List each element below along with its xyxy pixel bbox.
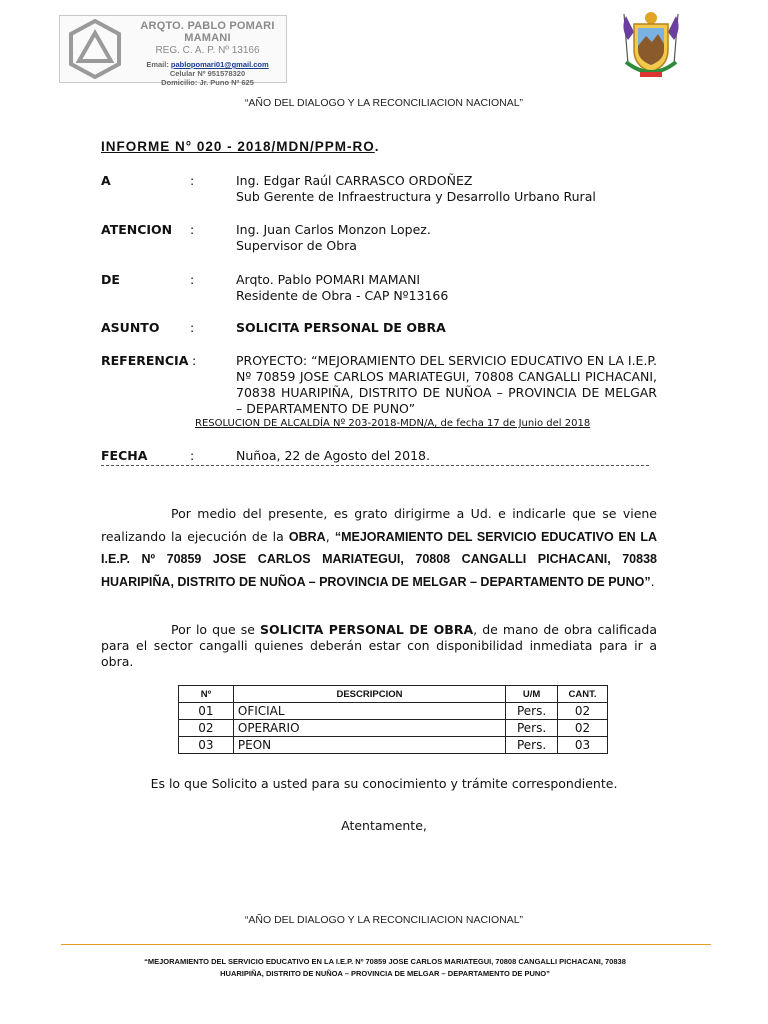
separator-dashes xyxy=(101,465,649,466)
referencia-value: PROYECTO: “MEJORAMIENTO DEL SERVICIO EDUCATIVO EN LA I.E.P. Nº 70859 JOSE CARLOS MARIATEGUI, 70808 CANGALLI PICHACANI, 70838 HUARIPIÑA, DISTRITO DE NUÑOA – PROVINCIA DE MELGAR – DEPARTAMENTO DE PUNO” xyxy=(236,353,657,416)
letterhead-text xyxy=(130,20,285,87)
email-link[interactable]: pablopomari01@gmail.com xyxy=(170,60,269,69)
table-header-row xyxy=(179,686,608,703)
row-label: ATENCION xyxy=(101,222,173,237)
col-header-um: U/M xyxy=(506,686,558,703)
row-colon: : xyxy=(190,448,195,463)
informe-title xyxy=(101,139,379,154)
footer-line2: HUARIPIÑA, DISTRITO DE NUÑOA – PROVINCIA DE MELGAR – DEPARTAMENTO DE PUNO” xyxy=(220,969,550,978)
row-value-line2: Residente de Obra - CAP Nº13166 xyxy=(236,288,449,303)
cell-num: 02 xyxy=(179,720,234,737)
row-label: A xyxy=(101,173,111,188)
footer-rule xyxy=(61,944,711,945)
row-label: FECHA xyxy=(101,448,148,463)
motto-top: “AÑO DEL DIALOGO Y LA RECONCILIACION NACIONAL” xyxy=(244,97,524,109)
p1-intro: Por medio del presente, es grato dirigirme a Ud. e indicarle que se viene realizando la ejecución de la xyxy=(101,506,657,544)
atentamente: Atentamente, xyxy=(341,818,427,833)
header-row-asunto xyxy=(101,320,761,338)
col-header-desc: DESCRIPCION xyxy=(233,686,505,703)
p1-end: . xyxy=(650,573,655,589)
row-label: ASUNTO xyxy=(101,320,160,335)
row-value-line1: Arqto. Pablo POMARI MAMANI xyxy=(236,272,421,287)
row-colon: : xyxy=(190,222,195,237)
architect-reg: REG. C. A. P. Nº 13166 xyxy=(155,45,260,56)
footer-project xyxy=(90,956,680,980)
architect-email-line xyxy=(130,60,285,69)
row-label: REFERENCIA xyxy=(101,353,189,368)
informe-number: INFORME N° 020 - 2018/MDN/PPM-RO xyxy=(101,139,375,154)
header-row-de xyxy=(101,272,761,306)
email-label: Email: xyxy=(146,60,171,69)
coat-of-arms-icon xyxy=(616,6,686,86)
cell-um: Pers. xyxy=(506,720,558,737)
row-value-line2: Supervisor de Obra xyxy=(236,238,357,253)
row-colon: : xyxy=(190,272,195,287)
architect-address: Domicilio: Jr. Puno Nº 625 xyxy=(161,78,254,87)
cell-cant: 02 xyxy=(558,720,608,737)
p2-rest: , de mano de obra calificada para el sector cangalli quienes deberán estar con disponibilidad inmediata para ir a obra. xyxy=(101,622,657,669)
row-colon: : xyxy=(190,320,195,335)
p2-bold: SOLICITA PERSONAL DE OBRA xyxy=(260,622,474,637)
cell-num: 01 xyxy=(179,703,234,720)
cell-cant: 03 xyxy=(558,737,608,754)
table-row xyxy=(179,720,608,737)
architect-phone: Celular Nº 951578320 xyxy=(169,69,246,78)
personnel-table xyxy=(178,685,608,754)
cell-num: 03 xyxy=(179,737,234,754)
header-row-a xyxy=(101,173,761,207)
row-value-line1: Ing. Juan Carlos Monzon Lopez. xyxy=(236,222,431,237)
p1-obra: OBRA xyxy=(288,529,326,544)
asunto-value: SOLICITA PERSONAL DE OBRA xyxy=(236,320,446,335)
cell-desc: OFICIAL xyxy=(233,703,505,720)
row-value-line1: Ing. Edgar Raúl CARRASCO ORDOÑEZ xyxy=(236,173,473,188)
letterhead xyxy=(59,15,287,87)
closing-line: Es lo que Solicito a usted para su conocimiento y trámite correspondiente. xyxy=(150,776,618,791)
architect-logo-icon xyxy=(65,19,125,79)
p1-project: “MEJORAMIENTO DEL SERVICIO EDUCATIVO EN LA I.E.P. Nº 70859 JOSE CARLOS MARIATEGUI, 70808 CANGALLI PICHACANI, 70838 HUARIPIÑA, DISTRITO DE NUÑOA – PROVINCIA DE MELGAR – DEPARTAMENTO DE PUNO” xyxy=(101,529,657,589)
col-header-num: Nº xyxy=(179,686,234,703)
cell-desc: PEON xyxy=(233,737,505,754)
footer-line1: “MEJORAMIENTO DEL SERVICIO EDUCATIVO EN LA I.E.P. Nº 70859 JOSE CARLOS MARIATEGUI, 70808 CANGALLI PICHACANI, 70838 xyxy=(144,957,626,966)
p1-sep: , xyxy=(325,528,335,544)
header-row-fecha xyxy=(101,448,761,466)
header-row-atencion xyxy=(101,222,761,256)
cell-cant: 02 xyxy=(558,703,608,720)
motto-bottom: “AÑO DEL DIALOGO Y LA RECONCILIACION NACIONAL” xyxy=(244,914,524,926)
row-colon: : xyxy=(192,353,197,368)
table-row xyxy=(179,737,608,754)
row-value-line2: Sub Gerente de Infraestructura y Desarrollo Urbano Rural xyxy=(236,189,596,204)
fecha-value: Nuñoa, 22 de Agosto del 2018. xyxy=(236,448,430,463)
paragraph-request xyxy=(101,622,657,670)
row-colon: : xyxy=(190,173,195,188)
row-label: DE xyxy=(101,272,120,287)
paragraph-intro xyxy=(101,503,657,593)
cell-um: Pers. xyxy=(506,737,558,754)
resolucion-reference: RESOLUCION DE ALCALDÍA Nº 203-2018-MDN/A, de fecha 17 de Junio del 2018 xyxy=(195,418,591,429)
informe-dot: . xyxy=(374,139,380,154)
architect-name: ARQTO. PABLO POMARI MAMANI xyxy=(140,20,275,44)
col-header-cant: CANT. xyxy=(558,686,608,703)
p2-intro: Por lo que se xyxy=(171,622,261,637)
cell-um: Pers. xyxy=(506,703,558,720)
cell-desc: OPERARIO xyxy=(233,720,505,737)
table-row xyxy=(179,703,608,720)
